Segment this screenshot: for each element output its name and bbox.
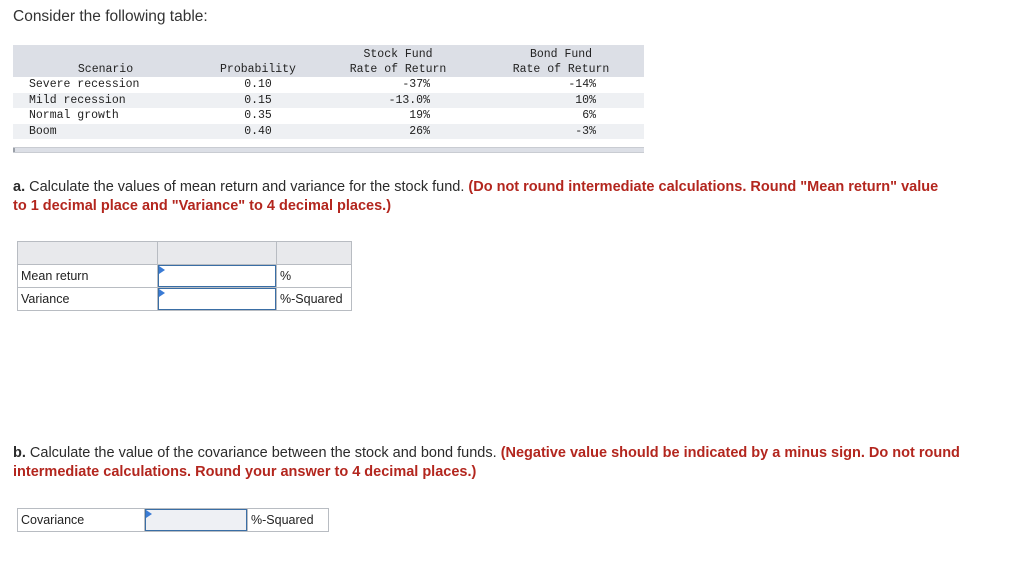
cell-bond-return: -14% (568, 78, 596, 91)
answer-table-b (17, 508, 329, 532)
answer-table-header (18, 242, 352, 265)
cell-scenario: Boom (13, 124, 198, 140)
header-stock-line2: Rate of Return (349, 63, 447, 76)
variance-input[interactable] (158, 288, 277, 311)
cell-scenario: Severe recession (29, 78, 140, 91)
cell-bond-return: 6% (582, 109, 596, 122)
header-cell-blank (18, 242, 158, 265)
variance-unit: %-Squared (277, 288, 352, 311)
header-scenario: Scenario (13, 45, 198, 77)
part-a-text: Calculate the values of mean return and variance for the stock fund. (25, 179, 469, 195)
cell-stock-return: -13.0% (318, 93, 478, 109)
table-row (13, 108, 644, 124)
part-a-instruction: (Do not round intermediate calculations. Round "Mean return" value to 1 decimal place and "Variance" to 4 decimal places.) (13, 179, 939, 214)
cell-scenario: Normal growth (29, 109, 119, 122)
answer-table-a (17, 241, 352, 311)
cell-probability: 0.35 (244, 109, 272, 122)
mean-return-field[interactable] (158, 265, 276, 287)
header-stock-fund (318, 45, 478, 77)
cell-scenario: Mild recession (13, 93, 198, 109)
header-cell-blank (277, 242, 352, 265)
input-marker-icon (159, 266, 165, 274)
cell-probability: 0.15 (198, 93, 318, 109)
part-a-label: a. (13, 179, 26, 195)
covariance-field[interactable] (145, 509, 247, 531)
table-row (13, 77, 644, 93)
header-cell-blank (158, 242, 277, 265)
variance-label: Variance (18, 288, 158, 311)
covariance-unit: %-Squared (248, 509, 329, 532)
returns-table (13, 45, 644, 139)
input-marker-icon (159, 289, 165, 297)
part-b-text: Calculate the value of the covariance between the stock and bond funds. (25, 445, 501, 461)
part-b-label: b. (13, 445, 26, 461)
scrollbar-thumb[interactable] (13, 148, 15, 152)
answer-row-mean-return (18, 265, 352, 288)
header-bond-line2: Rate of Return (512, 63, 610, 76)
table-horizontal-scrollbar[interactable] (13, 147, 644, 153)
question-part-b (13, 444, 1003, 482)
mean-return-input[interactable] (158, 265, 277, 288)
cell-bond-return: -3% (478, 124, 644, 140)
cell-stock-return: -37% (402, 78, 430, 91)
header-stock-line1: Stock Fund (363, 48, 433, 61)
cell-probability: 0.10 (244, 78, 272, 91)
question-part-a (13, 178, 953, 216)
answer-row-variance (18, 288, 352, 311)
mean-return-label: Mean return (18, 265, 158, 288)
cell-stock-return: 19% (409, 109, 430, 122)
covariance-input[interactable] (145, 509, 248, 532)
part-b-instruction: (Negative value should be indicated by a minus sign. Do not round intermediate calculations. Round your answer to 4 decimal places.) (13, 445, 960, 480)
table-row (13, 93, 644, 109)
table-row (13, 124, 644, 140)
input-marker-icon (146, 510, 152, 518)
answer-row-covariance (18, 509, 329, 532)
covariance-label: Covariance (18, 509, 145, 532)
variance-field[interactable] (158, 288, 276, 310)
cell-bond-return: 10% (478, 93, 644, 109)
mean-return-unit: % (277, 265, 352, 288)
header-bond-line1: Bond Fund (529, 48, 593, 61)
cell-probability: 0.40 (198, 124, 318, 140)
intro-text: Consider the following table: (13, 8, 208, 25)
table-header-row (13, 45, 644, 77)
cell-stock-return: 26% (318, 124, 478, 140)
header-bond-fund (478, 45, 644, 77)
header-probability: Probability (198, 45, 318, 77)
